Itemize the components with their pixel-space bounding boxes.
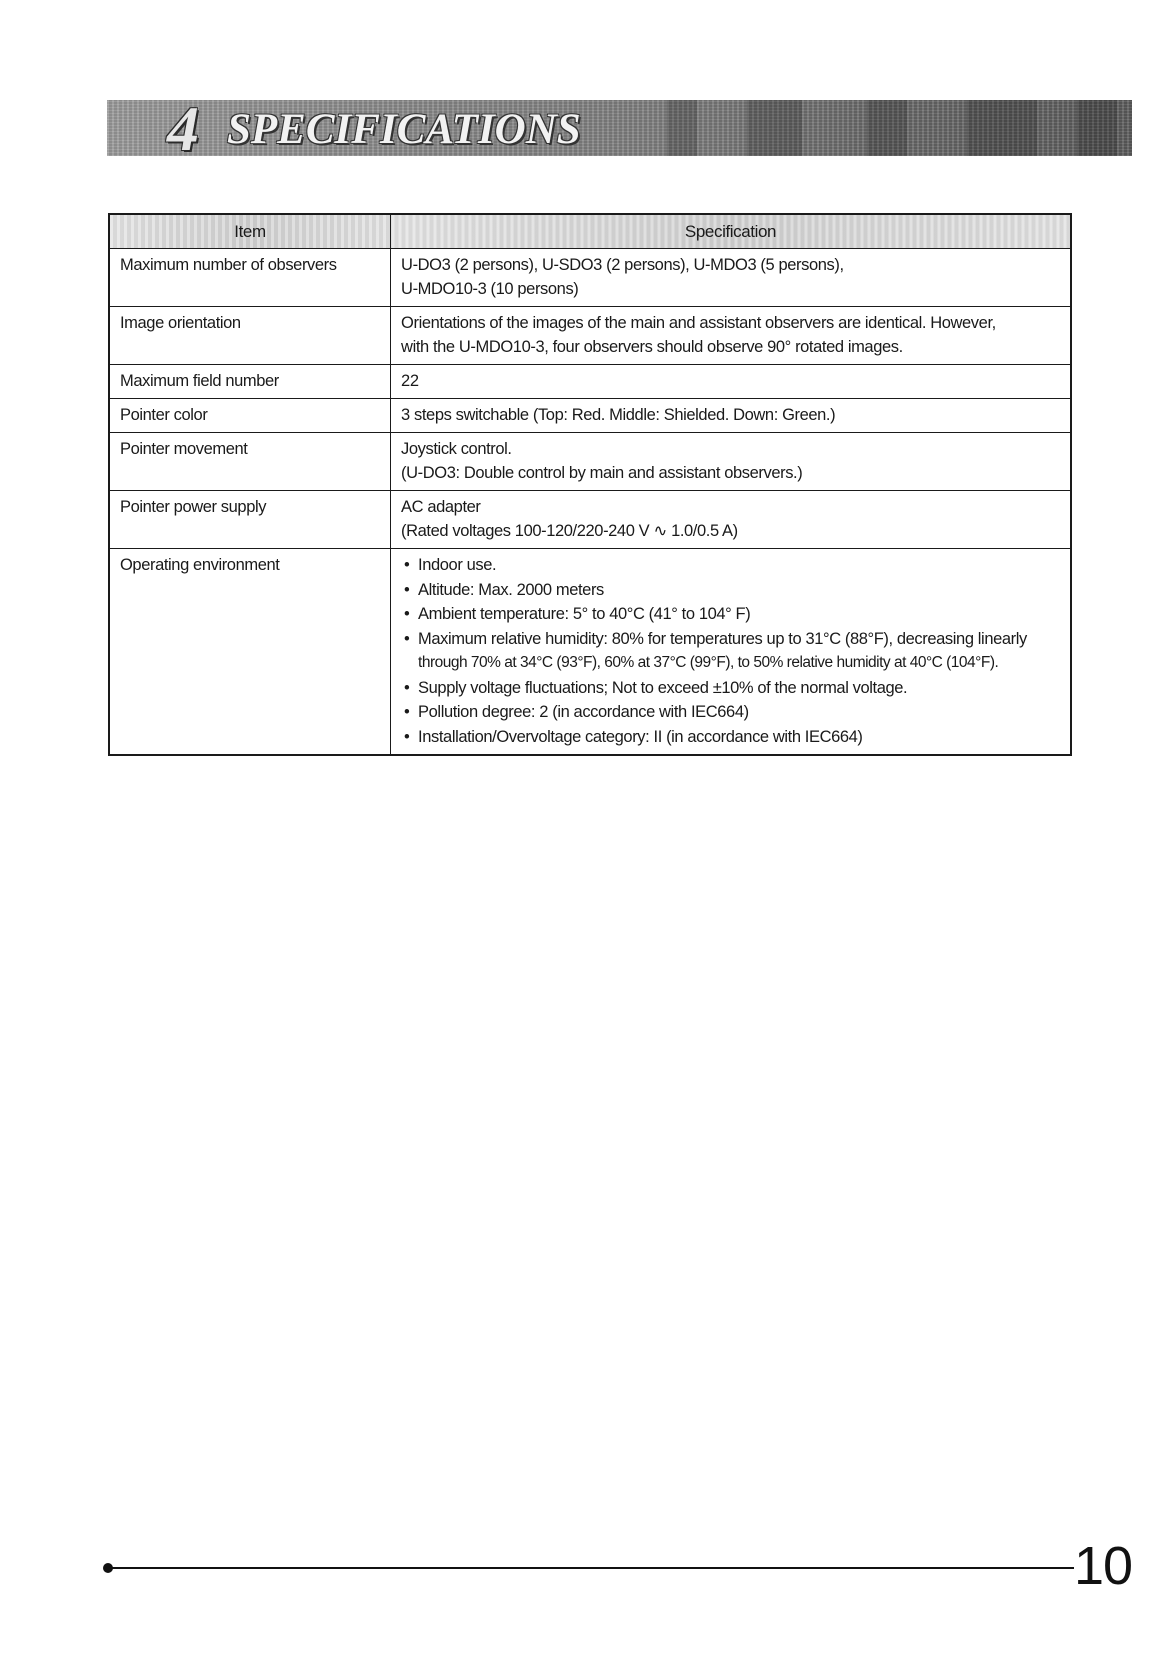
humidity-line: Maximum relative humidity: 80% for temperatures up to 31°C (88°F), decreasing linearly [418, 629, 1027, 648]
list-item: • Pollution degree: 2 (in accordance with IEC664) [401, 700, 1062, 725]
table-row [109, 249, 1071, 307]
spec-line: U-MDO10-3 (10 persons) [401, 280, 579, 298]
list-item: • Ambient temperature: 5° to 40°C (41° to 104° F) [401, 602, 1062, 627]
item-cell: Operating environment [109, 549, 391, 756]
spec-line: Joystick control. [401, 440, 512, 458]
column-header-item: Item [109, 214, 391, 249]
spec-line: with the U-MDO10-3, four observers should observe 90° rotated images. [401, 338, 903, 356]
list-item: • Altitude: Max. 2000 meters [401, 578, 1062, 603]
spec-cell [391, 433, 1071, 491]
section-banner [107, 100, 1132, 156]
item-cell: Pointer color [109, 399, 391, 433]
table-header-row [109, 214, 1071, 249]
humidity-continuation: through 70% at 34°C (93°F), 60% at 37°C (99°F), to 50% relative humidity at 40°C (104°F). [418, 654, 999, 671]
list-item [401, 627, 1062, 676]
table-row [109, 307, 1071, 365]
spec-cell [391, 307, 1071, 365]
spec-cell [391, 549, 1071, 756]
banner-texture-block [867, 100, 907, 156]
section-number: 4 [167, 100, 199, 156]
item-cell: Maximum number of observers [109, 249, 391, 307]
table-row [109, 433, 1071, 491]
spec-line: (Rated voltages 100-120/220-240 V ∿ 1.0/0.5 A) [401, 522, 738, 540]
spec-cell [391, 365, 1071, 399]
spec-line: 3 steps switchable (Top: Red. Middle: Shielded. Down: Green.) [401, 406, 836, 424]
spec-line: (U-DO3: Double control by main and assistant observers.) [401, 464, 803, 482]
list-item: • Indoor use. [401, 553, 1062, 578]
footer-rule [108, 1567, 1074, 1569]
specifications-table [108, 213, 1072, 756]
list-item: • Supply voltage fluctuations; Not to exceed ±10% of the normal voltage. [401, 676, 1062, 701]
item-cell: Pointer movement [109, 433, 391, 491]
spec-line: Orientations of the images of the main and assistant observers are identical. However, [401, 314, 996, 332]
banner-texture-block [1077, 100, 1117, 156]
item-cell: Maximum field number [109, 365, 391, 399]
table-row [109, 365, 1071, 399]
environment-list [401, 553, 1062, 749]
banner-texture-block [967, 100, 1037, 156]
item-cell: Pointer power supply [109, 491, 391, 549]
spec-cell [391, 249, 1071, 307]
spec-line: U-DO3 (2 persons), U-SDO3 (2 persons), U-MDO3 (5 persons), [401, 256, 844, 274]
column-header-specification: Specification [391, 214, 1071, 249]
banner-texture-block [747, 100, 802, 156]
spec-line: AC adapter [401, 498, 481, 516]
table-row [109, 549, 1071, 756]
spec-cell [391, 491, 1071, 549]
spec-cell [391, 399, 1071, 433]
table-row [109, 491, 1071, 549]
spec-line: 22 [401, 372, 419, 390]
banner-texture-block [667, 100, 697, 156]
item-cell: Image orientation [109, 307, 391, 365]
section-title: SPECIFICATIONS [227, 106, 581, 153]
list-item: • Installation/Overvoltage category: II (in accordance with IEC664) [401, 725, 1062, 750]
table-row [109, 399, 1071, 433]
page-number: 10 [1074, 1536, 1133, 1596]
